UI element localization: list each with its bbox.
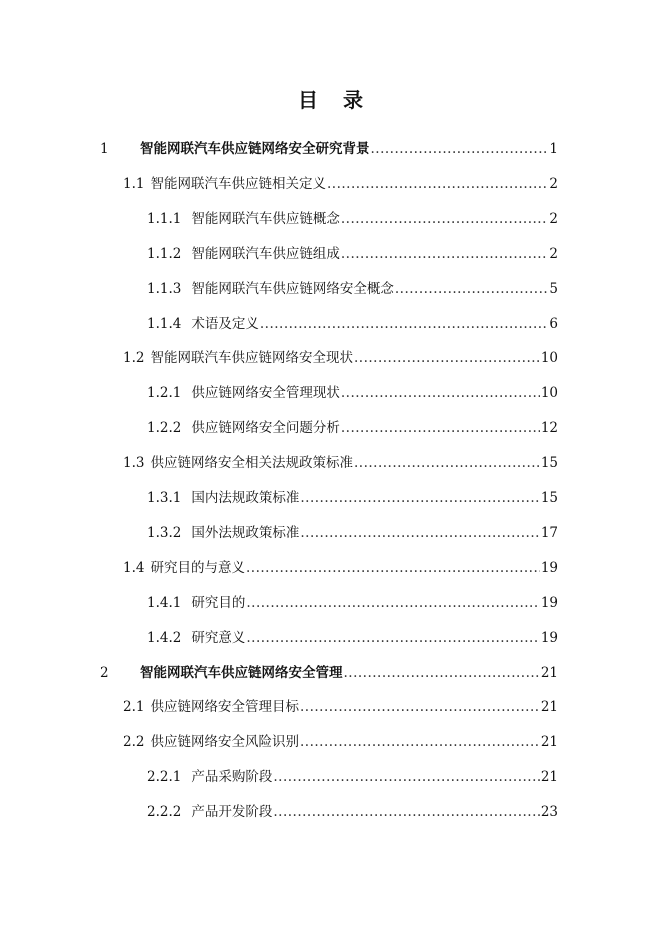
dot-leader — [341, 243, 549, 265]
toc-entry-title: 供应链网络安全管理目标 — [150, 699, 299, 716]
toc-entry-page-number: 10 — [540, 350, 558, 367]
toc-entry-number: 1.1.4 — [147, 315, 182, 332]
toc-entry-title: 产品开发阶段 — [191, 804, 273, 821]
dot-leader — [341, 382, 540, 404]
toc-entry-page-number: 19 — [540, 594, 558, 611]
toc-entry-number: 2.2 — [123, 734, 145, 751]
toc-entry-title: 供应链网络安全风险识别 — [150, 734, 299, 751]
toc-entry-page-number: 23 — [540, 804, 558, 821]
toc-entry-title: 研究目的与意义 — [150, 559, 245, 576]
toc-entry-number: 2.2.1 — [147, 769, 182, 786]
toc-entry-number: 2.2.2 — [147, 804, 182, 821]
toc-entry-title: 产品采购阶段 — [191, 769, 273, 786]
toc-entry-page-number: 5 — [549, 280, 558, 297]
toc-entry[interactable] — [147, 278, 558, 300]
toc-entry-number: 1.3.1 — [147, 490, 182, 506]
toc-entry[interactable] — [147, 417, 558, 439]
toc-entry-page-number: 21 — [540, 769, 558, 786]
dot-leader — [341, 417, 540, 439]
toc-entry[interactable] — [123, 557, 558, 579]
dot-leader — [341, 208, 549, 230]
toc-entry[interactable] — [123, 731, 558, 753]
toc-entry[interactable] — [100, 138, 558, 160]
toc-entry-number: 1.1 — [123, 175, 145, 192]
toc-entry-title: 智能网联汽车供应链相关定义 — [150, 175, 326, 192]
dot-leader — [246, 592, 539, 614]
toc-entry-number: 2 — [100, 664, 109, 681]
toc-entry-title: 术语及定义 — [191, 315, 259, 332]
toc-entry-number: 1.3.2 — [147, 524, 182, 541]
dot-leader — [327, 173, 548, 195]
toc-entry-page-number: 12 — [540, 420, 558, 437]
toc-entry-page-number: 1 — [549, 141, 558, 157]
toc-entry-number: 1.2.1 — [147, 385, 182, 402]
toc-entry-title: 国外法规政策标准 — [191, 524, 300, 541]
toc-entry-number: 2.1 — [123, 699, 145, 716]
dot-leader — [344, 662, 540, 684]
toc-entry-number: 1.4.2 — [147, 629, 182, 646]
dot-leader — [273, 766, 539, 788]
toc-entry-title: 智能网联汽车供应链网络安全管理 — [140, 664, 343, 681]
toc-entry-number: 1.2.2 — [147, 420, 182, 437]
toc-entry[interactable] — [123, 452, 558, 474]
toc-entry[interactable] — [147, 801, 558, 823]
toc-entry-page-number: 19 — [540, 559, 558, 576]
dot-leader — [260, 313, 549, 335]
toc-entry-title: 智能网联汽车供应链组成 — [191, 245, 340, 262]
toc-entry[interactable] — [147, 382, 558, 404]
dot-leader — [300, 522, 539, 544]
toc-entry-title: 智能网联汽车供应链网络安全概念 — [191, 280, 394, 297]
toc-entry-title: 供应链网络安全相关法规政策标准 — [150, 455, 353, 472]
toc-entry-title: 智能网联汽车供应链网络安全研究背景 — [140, 141, 370, 157]
toc-entry[interactable] — [123, 347, 558, 369]
toc-entry-page-number: 19 — [540, 629, 558, 646]
toc-entry-number: 1.1.3 — [147, 280, 182, 297]
toc-entry-number: 1.4.1 — [147, 594, 182, 611]
dot-leader — [300, 487, 539, 509]
toc-entry-title: 研究意义 — [191, 629, 246, 646]
toc-entry-page-number: 21 — [540, 699, 558, 716]
toc-entry-page-number: 2 — [549, 210, 558, 227]
toc-entry-number: 1.3 — [123, 455, 145, 472]
dot-leader — [395, 278, 549, 300]
toc-entry-page-number: 10 — [540, 385, 558, 402]
toc-entry-number: 1.2 — [123, 350, 145, 367]
toc-entry[interactable] — [123, 696, 558, 718]
title-char: 录 — [343, 88, 364, 112]
toc-entry[interactable] — [147, 627, 558, 649]
toc-entry[interactable] — [147, 243, 558, 265]
toc-entry-number: 1.4 — [123, 559, 145, 576]
toc-entry[interactable] — [147, 766, 558, 788]
dot-leader — [300, 696, 540, 718]
dot-leader — [371, 138, 549, 160]
toc-entry[interactable] — [147, 208, 558, 230]
toc-entry[interactable] — [147, 522, 558, 544]
toc-entry-page-number: 2 — [549, 245, 558, 262]
toc-entry-title: 供应链网络安全问题分析 — [191, 420, 340, 437]
toc-entry-page-number: 6 — [549, 315, 558, 332]
toc-entry-page-number: 15 — [540, 455, 558, 472]
toc-entry-page-number: 15 — [540, 490, 558, 506]
dot-leader — [354, 347, 540, 369]
toc-entry-title: 国内法规政策标准 — [191, 490, 300, 506]
toc-entry[interactable] — [147, 487, 558, 509]
toc-entry-page-number: 21 — [540, 664, 558, 681]
dot-leader — [300, 731, 540, 753]
toc-entry-page-number: 21 — [540, 734, 558, 751]
page-title — [0, 84, 662, 113]
title-char: 目 — [298, 88, 319, 112]
toc-entry[interactable] — [123, 173, 558, 195]
toc-entry-number: 1.1.1 — [147, 210, 182, 227]
toc-entry-title: 研究目的 — [191, 594, 246, 611]
dot-leader — [354, 452, 540, 474]
dot-leader — [246, 627, 539, 649]
toc-entry-page-number: 17 — [540, 524, 558, 541]
dot-leader — [246, 557, 540, 579]
dot-leader — [273, 801, 539, 823]
toc-entry-title: 智能网联汽车供应链网络安全现状 — [150, 350, 353, 367]
toc-entry[interactable] — [147, 313, 558, 335]
toc-entry-number: 1.1.2 — [147, 245, 182, 262]
toc-entry-title: 智能网联汽车供应链概念 — [191, 210, 340, 227]
toc-entry-title: 供应链网络安全管理现状 — [191, 385, 340, 402]
toc-entry[interactable] — [147, 592, 558, 614]
toc-entry[interactable] — [100, 662, 558, 684]
toc-entry-number: 1 — [100, 141, 109, 157]
toc-entry-page-number: 2 — [549, 175, 558, 192]
